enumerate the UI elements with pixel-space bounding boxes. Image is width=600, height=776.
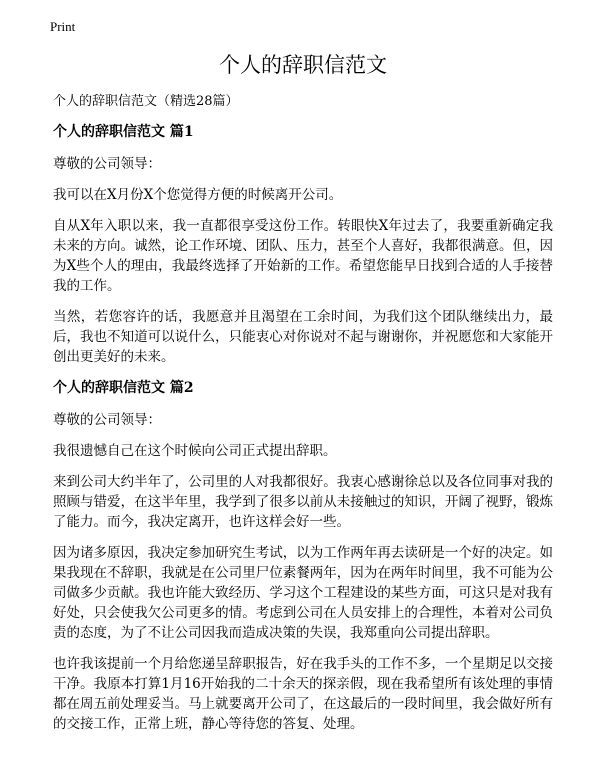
paragraph: 我可以在X月份X个您觉得方便的时候离开公司。 <box>53 187 343 203</box>
print-link[interactable]: Print <box>50 19 76 34</box>
section-heading: 个人的辞职信范文 篇1 <box>53 124 194 140</box>
letter-section-2 <box>53 378 553 734</box>
document-title: 个人的辞职信范文 <box>219 53 387 77</box>
paragraph: 也许我该提前一个月给您递呈辞职报告，好在我手头的工作不多，一个星期足以交接干净。我原本打算1月16开始我的二十余天的探亲假，现在我希望所有该处理的事情都在周五前处理妥当。马上就要离开公司了，在这最后的一段时间里，我会做好所有的交接工作，正常上班，静心等待您的答复、处理。 <box>53 656 553 732</box>
paragraph: 当然，若您容许的话，我愿意并且渴望在工余时间，为我们这个团队继续出力，最后，我也不知道可以说什么，只能衷心对你说对不起与谢谢你，并祝愿您和大家能开创出更美好的未来。 <box>53 309 553 365</box>
section-heading: 个人的辞职信范文 篇2 <box>53 380 194 396</box>
document-page <box>53 50 553 745</box>
salutation: 尊敬的公司领导： <box>53 412 161 428</box>
paragraph: 自从X年入职以来，我一直都很享受这份工作。转眼快X年过去了，我要重新确定我未来的方向。诚然，论工作环境、团队、压力，甚至个人喜好，我都很满意。但，因为X些个人的理由，我最终选择了开始新的工作。希望您能早日找到合适的人手接替我的工作。 <box>53 218 553 294</box>
paragraph: 因为诸多原因，我决定参加研究生考试，以为工作两年再去读研是一个好的决定。如果我现在不辞职，我就是在公司里尸位素餐两年，因为在两年时间里，我不可能为公司做多少贡献。我也许能大致经历、学习这个工程建设的某些方面，可这只是对我有好处，只会使我欠公司更多的情。考虑到公司在人员安排上的合理性，本着对公司负责的态度，为了不让公司因我而造成决策的失误，我郑重向公司提出辞职。 <box>53 545 553 641</box>
letter-section-1 <box>53 122 553 367</box>
salutation: 尊敬的公司领导： <box>53 156 161 172</box>
paragraph: 我很遗憾自己在这个时候向公司正式提出辞职。 <box>53 443 337 459</box>
document-subtitle: 个人的辞职信范文（精选28篇） <box>53 94 239 109</box>
paragraph: 来到公司大约半年了，公司里的人对我都很好。我衷心感谢徐总以及各位同事对我的照顾与错爱，在这半年里，我学到了很多以前从未接触过的知识，开阔了视野，锻炼了能力。而今，我决定离开，也许这样会好一些。 <box>53 474 553 530</box>
